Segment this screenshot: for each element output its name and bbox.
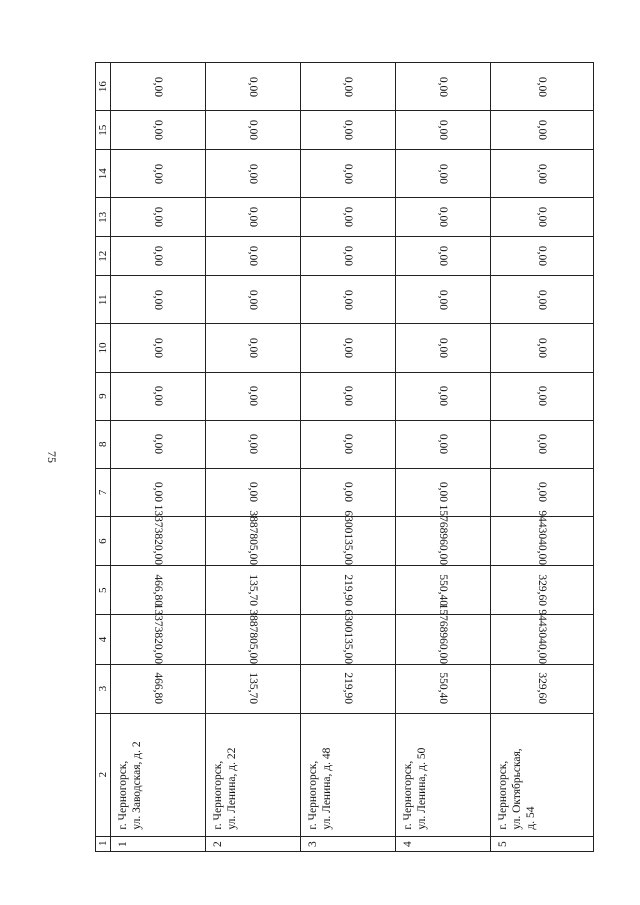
value-text: 0,00 (437, 207, 449, 228)
value-text: 0,00 (437, 163, 449, 184)
address-line: г. Черногорск, (402, 760, 414, 830)
value-cell (491, 510, 594, 566)
table-row (301, 63, 396, 852)
value-text: 0,00 (247, 337, 259, 359)
value-text: 0,00 (152, 434, 164, 455)
column-header: 10 (96, 324, 111, 372)
value-cell (301, 276, 396, 324)
value-text: 6300135,00 (342, 510, 354, 566)
table-row (206, 63, 301, 852)
value-cell (111, 420, 206, 468)
data-table (95, 62, 594, 852)
value-cell (491, 664, 594, 713)
value-cell (206, 510, 301, 566)
value-text: 0,00 (437, 482, 449, 503)
value-cell (301, 198, 396, 237)
value-cell (491, 63, 594, 111)
value-text: 0,00 (152, 482, 164, 503)
rotated-table-container (95, 62, 555, 852)
value-text: 13373820,00 (152, 504, 164, 566)
value-text: 219,90 (342, 672, 354, 705)
value-cell (111, 237, 206, 276)
value-text: 0,00 (536, 76, 548, 97)
table-row (396, 63, 491, 852)
column-header: 16 (96, 63, 111, 111)
value-text: 0,00 (152, 386, 164, 407)
value-text: 0,00 (152, 207, 164, 228)
value-cell (396, 63, 491, 111)
value-cell (206, 150, 301, 198)
value-cell (396, 664, 491, 713)
column-header: 6 (96, 517, 111, 566)
value-cell (396, 237, 491, 276)
value-cell (301, 111, 396, 150)
table-row (111, 63, 206, 852)
value-text: 0,00 (342, 76, 354, 97)
address-line: д. 54 (525, 806, 537, 830)
address-cell (111, 713, 206, 836)
value-cell (396, 603, 491, 664)
value-cell (396, 324, 491, 372)
value-cell (301, 372, 396, 420)
value-text: 329,60 (536, 574, 548, 607)
address-line: ул. Ленина, д. 48 (321, 747, 333, 830)
value-text: 0,00 (342, 434, 354, 455)
value-text: 0,00 (342, 163, 354, 184)
value-cell (206, 608, 301, 664)
value-text: 135,70 (247, 672, 259, 705)
value-cell (396, 420, 491, 468)
column-header: 11 (96, 276, 111, 324)
value-text: 15768960,00 (437, 603, 449, 664)
value-cell (206, 276, 301, 324)
value-cell (491, 150, 594, 198)
value-cell (301, 237, 396, 276)
column-header: 8 (96, 420, 111, 468)
address-line: ул. Ленина, д. 22 (226, 747, 238, 830)
value-text: 550,40 (437, 672, 449, 705)
value-text: 9443040,00 (536, 608, 548, 664)
value-cell (206, 420, 301, 468)
value-cell (396, 504, 491, 566)
column-header: 12 (96, 237, 111, 276)
value-text: 13373820,00 (152, 603, 164, 664)
value-text: 0,00 (342, 289, 354, 310)
value-cell (491, 566, 594, 615)
value-cell (491, 468, 594, 516)
value-text: 135,70 (247, 574, 259, 607)
value-text: 3887805,00 (247, 510, 259, 566)
value-cell (491, 111, 594, 150)
value-text: 0,00 (536, 386, 548, 407)
value-text: 0,00 (437, 434, 449, 455)
value-cell (301, 664, 396, 713)
page-number: 75 (45, 451, 59, 463)
value-text: 0,00 (152, 120, 164, 141)
address-cell (206, 713, 301, 836)
value-text: 0,00 (536, 337, 548, 359)
value-text: 9443040,00 (536, 510, 548, 566)
value-text: 0,00 (152, 337, 164, 359)
value-text: 0,00 (152, 289, 164, 310)
value-cell (301, 420, 396, 468)
value-text: 0,00 (437, 120, 449, 141)
value-cell (491, 237, 594, 276)
value-text: 466,80 (152, 672, 164, 705)
value-cell (111, 276, 206, 324)
value-text: 0,00 (247, 434, 259, 455)
column-header: 7 (96, 468, 111, 516)
value-text: 0,00 (536, 163, 548, 184)
value-cell (491, 276, 594, 324)
value-cell (111, 198, 206, 237)
value-cell (206, 111, 301, 150)
row-number-cell: 3 (301, 836, 396, 851)
value-cell (301, 63, 396, 111)
value-text: 550,40 (437, 574, 449, 607)
value-text: 466,80 (152, 574, 164, 607)
column-header: 4 (96, 615, 111, 664)
value-text: 0,00 (342, 482, 354, 503)
value-text: 0,00 (152, 163, 164, 184)
value-cell (111, 150, 206, 198)
value-cell (111, 603, 206, 664)
value-text: 219,90 (342, 574, 354, 607)
value-text: 0,00 (247, 120, 259, 141)
value-text: 0,00 (342, 337, 354, 359)
value-text: 0,00 (342, 120, 354, 141)
value-cell (111, 664, 206, 713)
value-cell (396, 150, 491, 198)
row-number-cell: 4 (396, 836, 491, 851)
value-text: 0,00 (437, 386, 449, 407)
value-cell (301, 324, 396, 372)
value-cell (111, 324, 206, 372)
value-text: 3887805,00 (247, 608, 259, 664)
value-cell (111, 372, 206, 420)
value-cell (491, 608, 594, 664)
value-text: 0,00 (536, 289, 548, 310)
value-text: 0,00 (437, 289, 449, 310)
value-text: 0,00 (536, 246, 548, 267)
value-text: 0,00 (247, 289, 259, 310)
value-text: 0,00 (437, 246, 449, 267)
value-cell (206, 372, 301, 420)
value-cell (491, 420, 594, 468)
value-text: 0,00 (536, 120, 548, 141)
value-cell (206, 324, 301, 372)
value-text: 0,00 (342, 246, 354, 267)
row-number-cell: 5 (491, 836, 594, 851)
value-cell (301, 150, 396, 198)
address-line: ул. Октябрьская, (511, 748, 523, 830)
value-text: 0,00 (247, 76, 259, 97)
address-line: ул. Ленина, д. 50 (416, 747, 428, 830)
value-cell (301, 468, 396, 516)
value-text: 0,00 (247, 246, 259, 267)
value-text: 0,00 (247, 482, 259, 503)
column-header: 5 (96, 566, 111, 615)
value-cell (301, 566, 396, 615)
value-text: 0,00 (342, 386, 354, 407)
value-cell (206, 198, 301, 237)
value-cell (206, 566, 301, 615)
column-header: 2 (96, 713, 111, 836)
value-cell (396, 276, 491, 324)
value-text: 0,00 (536, 482, 548, 503)
value-cell (206, 237, 301, 276)
value-cell (206, 468, 301, 516)
value-text: 329,60 (536, 672, 548, 705)
row-number-cell: 1 (111, 836, 206, 851)
column-header: 15 (96, 111, 111, 150)
value-text: 0,00 (247, 163, 259, 184)
value-cell (111, 63, 206, 111)
value-text: 0,00 (437, 337, 449, 359)
table-row (491, 63, 594, 852)
value-cell (206, 664, 301, 713)
column-header: 1 (96, 836, 111, 851)
value-text: 0,00 (536, 434, 548, 455)
address-cell (396, 713, 491, 836)
column-header: 13 (96, 198, 111, 237)
address-line: г. Черногорск, (497, 760, 509, 830)
value-text: 0,00 (342, 207, 354, 228)
value-text: 0,00 (247, 386, 259, 407)
value-cell (396, 198, 491, 237)
value-text: 0,00 (247, 207, 259, 228)
value-cell (111, 504, 206, 566)
address-line: г. Черногорск, (117, 760, 129, 830)
value-cell (491, 372, 594, 420)
address-line: г. Черногорск, (307, 760, 319, 830)
value-text: 0,00 (152, 246, 164, 267)
column-header: 14 (96, 150, 111, 198)
address-cell (301, 713, 396, 836)
value-text: 0,00 (152, 76, 164, 97)
address-line: г. Черногорск, (212, 760, 224, 830)
value-cell (491, 198, 594, 237)
header-row (96, 63, 111, 852)
column-header: 9 (96, 372, 111, 420)
value-cell (301, 510, 396, 566)
value-text: 0,00 (437, 76, 449, 97)
value-cell (491, 324, 594, 372)
value-cell (396, 372, 491, 420)
address-cell (491, 713, 594, 836)
row-number-cell: 2 (206, 836, 301, 851)
address-line: ул. Заводская, д. 2 (131, 741, 143, 830)
value-cell (111, 111, 206, 150)
column-header: 3 (96, 664, 111, 713)
value-cell (301, 608, 396, 664)
value-cell (396, 111, 491, 150)
value-text: 15768960,00 (437, 504, 449, 566)
value-cell (206, 63, 301, 111)
value-text: 6300135,00 (342, 608, 354, 664)
value-text: 0,00 (536, 207, 548, 228)
